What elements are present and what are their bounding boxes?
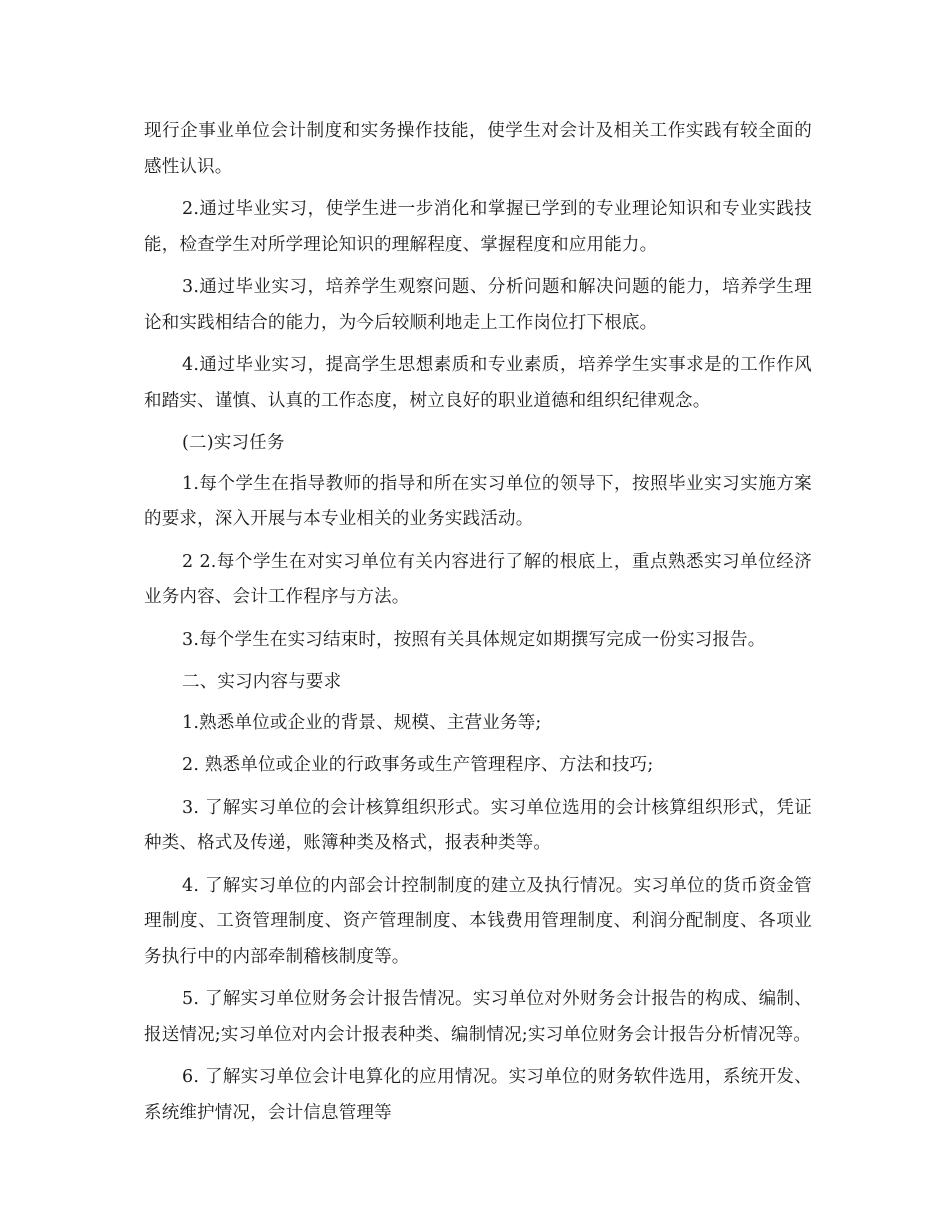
paragraph-task-2: 2 2.每个学生在对实习单位有关内容进行了解的根底上，重点熟悉实习单位经济业务内容、会计工作程序与方法。	[144, 551, 812, 607]
paragraph-requirement-3: 3. 了解实习单位的会计核算组织形式。实习单位选用的会计核算组织形式，凭证种类、格式及传递，账簿种类及格式，报表种类等。	[144, 797, 812, 853]
paragraph-task-1: 1.每个学生在指导教师的指导和所在实习单位的领导下，按照毕业实习实施方案的要求，深入开展与本专业相关的业务实践活动。	[144, 473, 812, 529]
paragraph-intro-continuation: 现行企事业单位会计制度和实务操作技能，使学生对会计及相关工作实践有较全面的感性认识。	[144, 121, 812, 177]
paragraph-requirement-6: 6. 了解实习单位会计电算化的应用情况。实习单位的财务软件选用，系统开发、系统维护情况，会计信息管理等	[144, 1067, 812, 1123]
paragraph-objective-2: 2.通过毕业实习，使学生进一步消化和掌握已学到的专业理论知识和专业实践技能，检查学生对所学理论知识的理解程度、掌握程度和应用能力。	[144, 199, 812, 255]
paragraph-requirement-1: 1.熟悉单位或企业的背景、规模、主营业务等;	[182, 712, 542, 733]
paragraph-objective-3: 3.通过毕业实习，培养学生观察问题、分析问题和解决问题的能力，培养学生理论和实践相结合的能力，为今后较顺利地走上工作岗位打下根底。	[144, 277, 812, 333]
section-heading-tasks: (二)实习任务	[182, 433, 285, 453]
paragraph-requirement-4: 4. 了解实习单位的内部会计控制制度的建立及执行情况。实习单位的货币资金管理制度、工资管理制度、资产管理制度、本钱费用管理制度、利润分配制度、各项业务执行中的内部牵制稽核制度等。	[144, 875, 812, 967]
paragraph-requirement-5: 5. 了解实习单位财务会计报告情况。实习单位对外财务会计报告的构成、编制、报送情况;实习单位对内会计报表种类、编制情况;实习单位财务会计报告分析情况等。	[144, 989, 812, 1045]
section-heading-content-requirements: 二、实习内容与要求	[182, 672, 342, 692]
document-body	[144, 114, 812, 1138]
paragraph-requirement-2: 2. 熟悉单位或企业的行政事务或生产管理程序、方法和技巧;	[182, 755, 654, 775]
paragraph-objective-4: 4.通过毕业实习，提高学生思想素质和专业素质，培养学生实事求是的工作作风和踏实、谨慎、认真的工作态度，树立良好的职业道德和组织纪律观念。	[144, 355, 812, 411]
paragraph-task-3: 3.每个学生在实习结束时，按照有关具体规定如期撰写完成一份实习报告。	[182, 629, 766, 650]
